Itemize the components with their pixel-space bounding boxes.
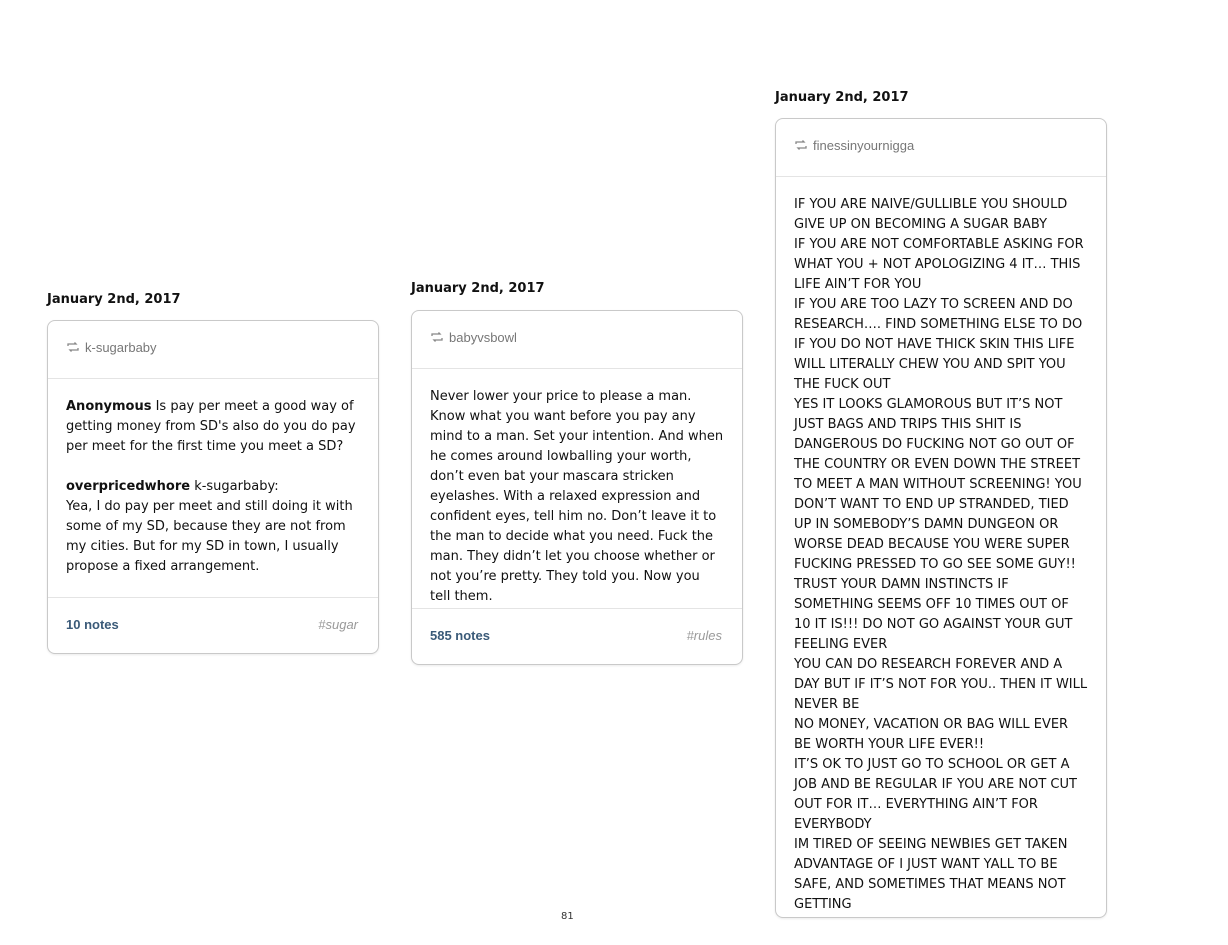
post-header (48, 321, 378, 379)
reblog-source[interactable]: k-sugarbaby (85, 340, 157, 355)
post-tag[interactable]: #sugar (318, 617, 358, 632)
post-card (411, 310, 743, 665)
post-header (412, 311, 742, 369)
post-line: IM TIRED OF SEEING NEWBIES GET TAKEN ADVANTAGE OF I JUST WANT YALL TO BE SAFE, AND SOMETIMES THAT MEANS NOT GETTING (794, 837, 1068, 912)
post-line: IF YOU ARE NOT COMFORTABLE ASKING FOR WHAT YOU + NOT APOLOGIZING 4 IT… THIS LIFE AIN’T FOR YOU (794, 237, 1084, 292)
post-line: YOU CAN DO RESEARCH FOREVER AND A DAY BUT IF IT’S NOT FOR YOU.. THEN IT WILL NEVER BE (794, 657, 1088, 712)
notes-count[interactable]: 585 notes (430, 628, 490, 643)
answer-author[interactable]: overpricedwhore (66, 479, 191, 494)
post-line: IF YOU DO NOT HAVE THICK SKIN THIS LIFE WILL LITERALLY CHEW YOU AND SPIT YOU THE FUCK OUT (794, 337, 1075, 392)
asker-name[interactable]: Anonymous (66, 399, 152, 414)
answer-header (66, 477, 360, 497)
post-header (776, 119, 1106, 177)
post-body (776, 177, 1106, 933)
post-line: IT’S OK TO JUST GO TO SCHOOL OR GET A JOB AND BE REGULAR IF YOU ARE NOT CUT OUT FOR IT… EVERYTHING AIN’T FOR EVERYBODY (794, 757, 1077, 832)
post-line: IF YOU ARE TOO LAZY TO SCREEN AND DO RESEARCH…. FIND SOMETHING ELSE TO DO (794, 297, 1083, 332)
post-date: January 2nd, 2017 (47, 292, 181, 307)
reblog-icon (66, 340, 80, 354)
post-body (412, 369, 742, 625)
reblog-source[interactable]: finessinyournigga (813, 138, 915, 153)
post-body (48, 379, 378, 595)
post-line: NO MONEY, VACATION OR BAG WILL EVER BE WORTH YOUR LIFE EVER!! (794, 717, 1069, 752)
reblog-icon (430, 330, 444, 344)
answer-reply-to: k-sugarbaby: (190, 479, 279, 494)
post-footer (48, 597, 378, 653)
post-date: January 2nd, 2017 (775, 90, 909, 105)
answer-text: Yea, I do pay per meet and still doing it with some of my SD, because they are not from my cities. But for my SD in town, I usually propose a fixed arrangement. (66, 499, 353, 574)
reblog-source[interactable]: babyvsbowl (449, 330, 517, 345)
ask-question (66, 397, 360, 457)
post-footer (412, 608, 742, 664)
page-number: 81 (561, 911, 574, 922)
notes-count[interactable]: 10 notes (66, 617, 119, 632)
post-card (775, 118, 1107, 918)
post-line: YES IT LOOKS GLAMOROUS BUT IT’S NOT JUST BAGS AND TRIPS THIS SHIT IS DANGEROUS DO FUCKING NOT GO OUT OF THE COUNTRY OR EVEN DOWN THE STREET TO MEET A MAN WITHOUT SCREENING! YOU DON’T WANT TO END UP STRANDED, TIED UP IN SOMEBODY’S DAMN DUNGEON OR WORSE DEAD BECAUSE YOU WERE SUPER FUCKING PRESSED TO GO SEE SOME GUY!! TRUST YOUR DAMN INSTINCTS IF SOMETHING SEEMS OFF 10 TIMES OUT OF 10 IT IS!!! DO NOT GO AGAINST YOUR GUT FEELING EVER (794, 397, 1082, 652)
question-text: Is pay per meet a good way of getting money from SD's also do you do pay per meet for the first time you meet a SD? (66, 399, 356, 454)
post-line: IF YOU ARE NAIVE/GULLIBLE YOU SHOULD GIVE UP ON BECOMING A SUGAR BABY (794, 197, 1068, 232)
post-card (47, 320, 379, 654)
post-tag[interactable]: #rules (686, 628, 722, 643)
post-date: January 2nd, 2017 (411, 281, 545, 296)
post-text: Never lower your price to please a man. Know what you want before you pay any mind to a man. Set your intention. And when he comes around lowballing your worth, don’t even bat your mascara stricken eyelashes. With a relaxed expression and confident eyes, tell him no. Don’t leave it to the man to decide what you need. Fuck the man. They didn’t let you choose whether or not you’re pretty. They told you. Now you tell them. (430, 389, 724, 604)
reblog-icon (794, 138, 808, 152)
